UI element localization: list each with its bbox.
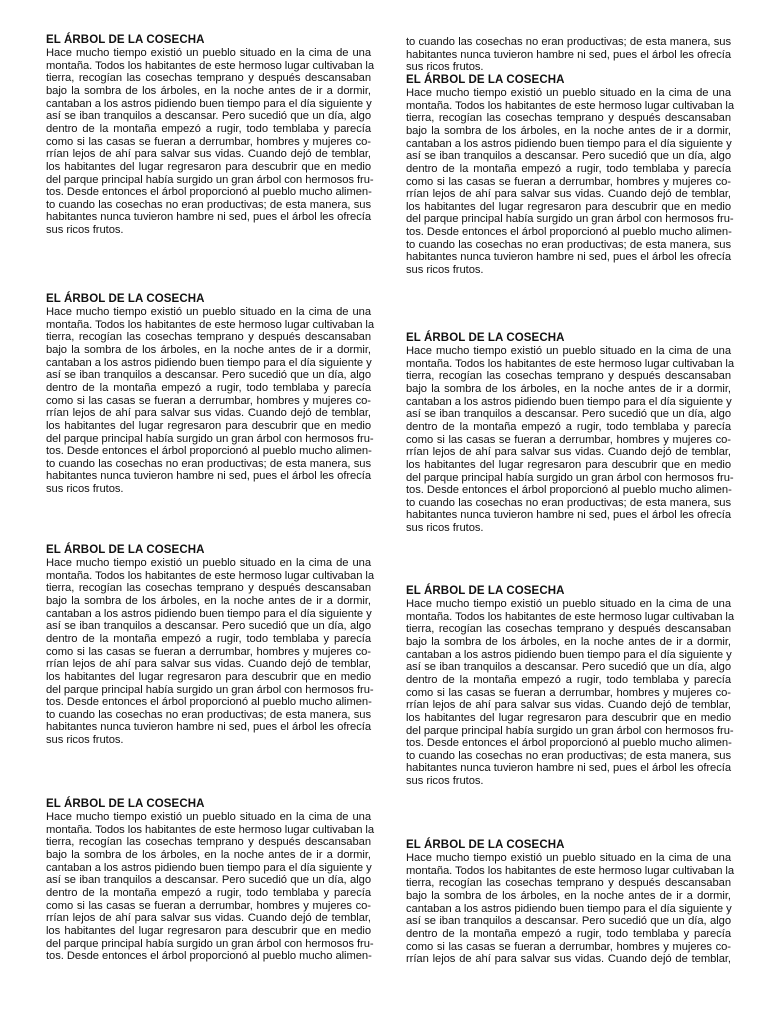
story-line: Hace mucho tiempo existió un pueblo situado en la cima de una — [46, 557, 371, 569]
story-line: habitantes nunca tuvieron hambre ni sed, pues el árbol les ofrecía — [46, 721, 371, 734]
story-line: to cuando las cosechas no eran productivas; de esta manera, sus — [46, 198, 371, 211]
story-line: habitantes nunca tuvieron hambre ni sed, pues el árbol les ofrecía — [406, 48, 731, 61]
story-line: rrían lejos de ahí para salvar sus vidas. Cuando dejó de temblar, — [46, 658, 371, 671]
story-line: montaña. Todos los habitantes de este hermoso lugar cultivaban la — [46, 59, 375, 72]
story-line: los habitantes del lugar regresaron para descubrir que en medio — [406, 458, 731, 471]
story-line: tierra, recogían las cosechas temprano y después descansaban — [406, 370, 731, 383]
story-line: to cuando las cosechas no eran productivas; de esta manera, sus — [406, 496, 731, 509]
story-line: del parque principal había surgido un gran árbol con hermosos fru- — [46, 173, 374, 186]
story-line: habitantes nunca tuvieron hambre ni sed, pues el árbol les ofrecía — [406, 509, 731, 522]
story-line: cantaban a los astros pidiendo buen tiempo para el día siguiente y — [406, 648, 732, 661]
story-title: EL ÁRBOL DE LA COSECHA — [406, 332, 565, 344]
story-line: tierra, recogían las cosechas temprano y después descansaban — [46, 331, 371, 344]
story-line: rrían lejos de ahí para salvar sus vidas. Cuando dejó de temblar, — [406, 446, 731, 459]
story-line: los habitantes del lugar regresaron para descubrir que en medio — [46, 924, 371, 937]
story-line: bajo la sombra de los árboles, en la noche antes de ir a dormir, — [46, 848, 371, 861]
story-line: to cuando las cosechas no eran productivas; de esta manera, sus — [46, 708, 371, 721]
story-line: así se iban tranquilos a descansar. Pero sucedió que un día, algo — [406, 661, 731, 674]
story-line: Hace mucho tiempo existió un pueblo situado en la cima de una — [406, 345, 731, 357]
story-line: así se iban tranquilos a descansar. Pero sucedió que un día, algo — [46, 369, 371, 382]
story-line: bajo la sombra de los árboles, en la noche antes de ir a dormir, — [406, 124, 731, 137]
story-line: dentro de la montaña empezó a rugir, todo temblaba y parecía — [46, 632, 371, 645]
story-line: cantaban a los astros pidiendo buen tiempo para el día siguiente y — [406, 902, 732, 915]
story-title: EL ÁRBOL DE LA COSECHA — [46, 544, 205, 556]
story-line: sus ricos frutos. — [46, 483, 124, 496]
story-line: to cuando las cosechas no eran productivas; de esta manera, sus — [406, 749, 731, 762]
story-line: montaña. Todos los habitantes de este hermoso lugar cultivaban la — [406, 99, 735, 112]
story-line: cantaban a los astros pidiendo buen tiempo para el día siguiente y — [46, 97, 372, 110]
story-line: montaña. Todos los habitantes de este hermoso lugar cultivaban la — [406, 610, 735, 623]
story-line: rrían lejos de ahí para salvar sus vidas. Cuando dejó de temblar, — [46, 148, 371, 161]
story-line: rrían lejos de ahí para salvar sus vidas. Cuando dejó de temblar, — [46, 407, 371, 420]
story-line: bajo la sombra de los árboles, en la noche antes de ir a dormir, — [46, 594, 371, 607]
story-line: bajo la sombra de los árboles, en la noche antes de ir a dormir, — [46, 84, 371, 97]
story-line: tos. Desde entonces el árbol proporcionó al pueblo mucho alimen- — [406, 737, 732, 750]
story-line: los habitantes del lugar regresaron para descubrir que en medio — [46, 419, 371, 432]
story-line: como si las casas se fueran a derrumbar, hombres y mujeres co- — [46, 899, 371, 912]
story-line: del parque principal había surgido un gran árbol con hermosos fru- — [406, 213, 734, 226]
story-line: así se iban tranquilos a descansar. Pero sucedió que un día, algo — [406, 915, 731, 928]
story-line: así se iban tranquilos a descansar. Pero sucedió que un día, algo — [406, 150, 731, 163]
story-line: dentro de la montaña empezó a rugir, todo temblaba y parecía — [46, 381, 371, 394]
story-line: cantaban a los astros pidiendo buen tiempo para el día siguiente y — [46, 356, 372, 369]
story-line: dentro de la montaña empezó a rugir, todo temblaba y parecía — [406, 420, 731, 433]
story-line: montaña. Todos los habitantes de este hermoso lugar cultivaban la — [46, 318, 375, 331]
story-title: EL ÁRBOL DE LA COSECHA — [406, 839, 565, 851]
story-title: EL ÁRBOL DE LA COSECHA — [46, 798, 205, 810]
story-line: tierra, recogían las cosechas temprano y después descansaban — [46, 72, 371, 85]
story-line: bajo la sombra de los árboles, en la noche antes de ir a dormir, — [406, 635, 731, 648]
story-line: rrían lejos de ahí para salvar sus vidas. Cuando dejó de temblar, — [46, 912, 371, 925]
story-line: así se iban tranquilos a descansar. Pero sucedió que un día, algo — [46, 110, 371, 123]
story-line: tos. Desde entonces el árbol proporcionó al pueblo mucho alimen- — [46, 186, 372, 199]
story-line: to cuando las cosechas no eran productivas; de esta manera, sus — [46, 457, 371, 470]
story-line: del parque principal había surgido un gran árbol con hermosos fru- — [46, 683, 374, 696]
story-title: EL ÁRBOL DE LA COSECHA — [406, 73, 565, 86]
story-line: así se iban tranquilos a descansar. Pero sucedió que un día, algo — [46, 620, 371, 633]
story-line: dentro de la montaña empezó a rugir, todo temblaba y parecía — [46, 122, 371, 135]
story-line: los habitantes del lugar regresaron para descubrir que en medio — [46, 160, 371, 173]
story-title: EL ÁRBOL DE LA COSECHA — [46, 34, 205, 46]
story-line: sus ricos frutos. — [406, 522, 484, 535]
story-line: como si las casas se fueran a derrumbar, hombres y mujeres co- — [46, 394, 371, 407]
story-line: bajo la sombra de los árboles, en la noche antes de ir a dormir, — [406, 382, 731, 395]
story-line: Hace mucho tiempo existió un pueblo situado en la cima de una — [406, 86, 731, 99]
story-line: como si las casas se fueran a derrumbar, hombres y mujeres co- — [406, 686, 731, 699]
story-line: montaña. Todos los habitantes de este hermoso lugar cultivaban la — [46, 823, 375, 836]
story-line: tos. Desde entonces el árbol proporcionó al pueblo mucho alimen- — [406, 484, 732, 497]
story-line: tos. Desde entonces el árbol proporcionó al pueblo mucho alimen- — [46, 445, 372, 458]
story-line: tierra, recogían las cosechas temprano y después descansaban — [406, 623, 731, 636]
story-line: los habitantes del lugar regresaron para descubrir que en medio — [46, 670, 371, 683]
story-line: Hace mucho tiempo existió un pueblo situado en la cima de una — [46, 306, 371, 318]
story-line: del parque principal había surgido un gran árbol con hermosos fru- — [406, 724, 734, 737]
story-line: del parque principal había surgido un gran árbol con hermosos fru- — [46, 937, 374, 950]
story-line: bajo la sombra de los árboles, en la noche antes de ir a dormir, — [406, 889, 731, 902]
story-line: sus ricos frutos. — [406, 264, 484, 277]
story-line: cantaban a los astros pidiendo buen tiempo para el día siguiente y — [46, 861, 372, 874]
story-line: dentro de la montaña empezó a rugir, todo temblaba y parecía — [46, 886, 371, 899]
story-line: rrían lejos de ahí para salvar sus vidas. Cuando dejó de temblar, — [406, 699, 731, 712]
story-title: EL ÁRBOL DE LA COSECHA — [46, 293, 205, 305]
story-line: montaña. Todos los habitantes de este hermoso lugar cultivaban la — [406, 864, 735, 877]
story-line: tierra, recogían las cosechas temprano y después descansaban — [406, 112, 731, 125]
story-line: bajo la sombra de los árboles, en la noche antes de ir a dormir, — [46, 343, 371, 356]
story-line: sus ricos frutos. — [46, 734, 124, 747]
story-line: cantaban a los astros pidiendo buen tiempo para el día siguiente y — [406, 395, 732, 408]
story-line: tierra, recogían las cosechas temprano y después descansaban — [406, 877, 731, 890]
story-line: Hace mucho tiempo existió un pueblo situado en la cima de una — [406, 852, 731, 864]
story-line: tos. Desde entonces el árbol proporcionó al pueblo mucho alimen- — [46, 950, 372, 963]
story-line: montaña. Todos los habitantes de este hermoso lugar cultivaban la — [46, 569, 375, 582]
story-line: dentro de la montaña empezó a rugir, todo temblaba y parecía — [406, 927, 731, 940]
story-line: del parque principal había surgido un gran árbol con hermosos fru- — [46, 432, 374, 445]
story-line: cantaban a los astros pidiendo buen tiempo para el día siguiente y — [46, 607, 372, 620]
story-line: Hace mucho tiempo existió un pueblo situado en la cima de una — [406, 598, 731, 610]
story-line: así se iban tranquilos a descansar. Pero sucedió que un día, algo — [406, 408, 731, 421]
story-line: sus ricos frutos. — [406, 61, 484, 74]
story-line: habitantes nunca tuvieron hambre ni sed, pues el árbol les ofrecía — [46, 470, 371, 483]
story-line: tierra, recogían las cosechas temprano y después descansaban — [46, 836, 371, 849]
story-line: habitantes nunca tuvieron hambre ni sed, pues el árbol les ofrecía — [406, 762, 731, 775]
story-line: tos. Desde entonces el árbol proporcionó al pueblo mucho alimen- — [46, 696, 372, 709]
story-line: los habitantes del lugar regresaron para descubrir que en medio — [406, 711, 731, 724]
story-title: EL ÁRBOL DE LA COSECHA — [406, 585, 565, 597]
story-line: tierra, recogían las cosechas temprano y después descansaban — [46, 582, 371, 595]
story-line: sus ricos frutos. — [406, 775, 484, 788]
story-line: sus ricos frutos. — [46, 224, 124, 237]
story-line: como si las casas se fueran a derrumbar, hombres y mujeres co- — [406, 175, 731, 188]
story-line: Hace mucho tiempo existió un pueblo situado en la cima de una — [46, 811, 371, 823]
story-line: dentro de la montaña empezó a rugir, todo temblaba y parecía — [406, 673, 731, 686]
story-line: to cuando las cosechas no eran productivas; de esta manera, sus — [406, 36, 731, 48]
story-line: montaña. Todos los habitantes de este hermoso lugar cultivaban la — [406, 357, 735, 370]
story-line: Hace mucho tiempo existió un pueblo situado en la cima de una — [46, 47, 371, 59]
story-line: como si las casas se fueran a derrumbar, hombres y mujeres co- — [406, 940, 731, 953]
story-line: cantaban a los astros pidiendo buen tiempo para el día siguiente y — [406, 137, 732, 150]
story-line: rrían lejos de ahí para salvar sus vidas. Cuando dejó de temblar, — [406, 953, 731, 966]
story-line: habitantes nunca tuvieron hambre ni sed, pues el árbol les ofrecía — [46, 211, 371, 224]
story-line: dentro de la montaña empezó a rugir, todo temblaba y parecía — [406, 162, 731, 175]
story-line: los habitantes del lugar regresaron para descubrir que en medio — [406, 200, 731, 213]
story-line: to cuando las cosechas no eran productivas; de esta manera, sus — [406, 238, 731, 251]
story-line: como si las casas se fueran a derrumbar, hombres y mujeres co- — [46, 135, 371, 148]
story-line: como si las casas se fueran a derrumbar, hombres y mujeres co- — [46, 645, 371, 658]
story-line: así se iban tranquilos a descansar. Pero sucedió que un día, algo — [46, 874, 371, 887]
story-line: tos. Desde entonces el árbol proporcionó al pueblo mucho alimen- — [406, 226, 732, 239]
story-line: del parque principal había surgido un gran árbol con hermosos fru- — [406, 471, 734, 484]
story-line: como si las casas se fueran a derrumbar, hombres y mujeres co- — [406, 433, 731, 446]
story-line: habitantes nunca tuvieron hambre ni sed, pues el árbol les ofrecía — [406, 251, 731, 264]
story-line: rrían lejos de ahí para salvar sus vidas. Cuando dejó de temblar, — [406, 188, 731, 201]
